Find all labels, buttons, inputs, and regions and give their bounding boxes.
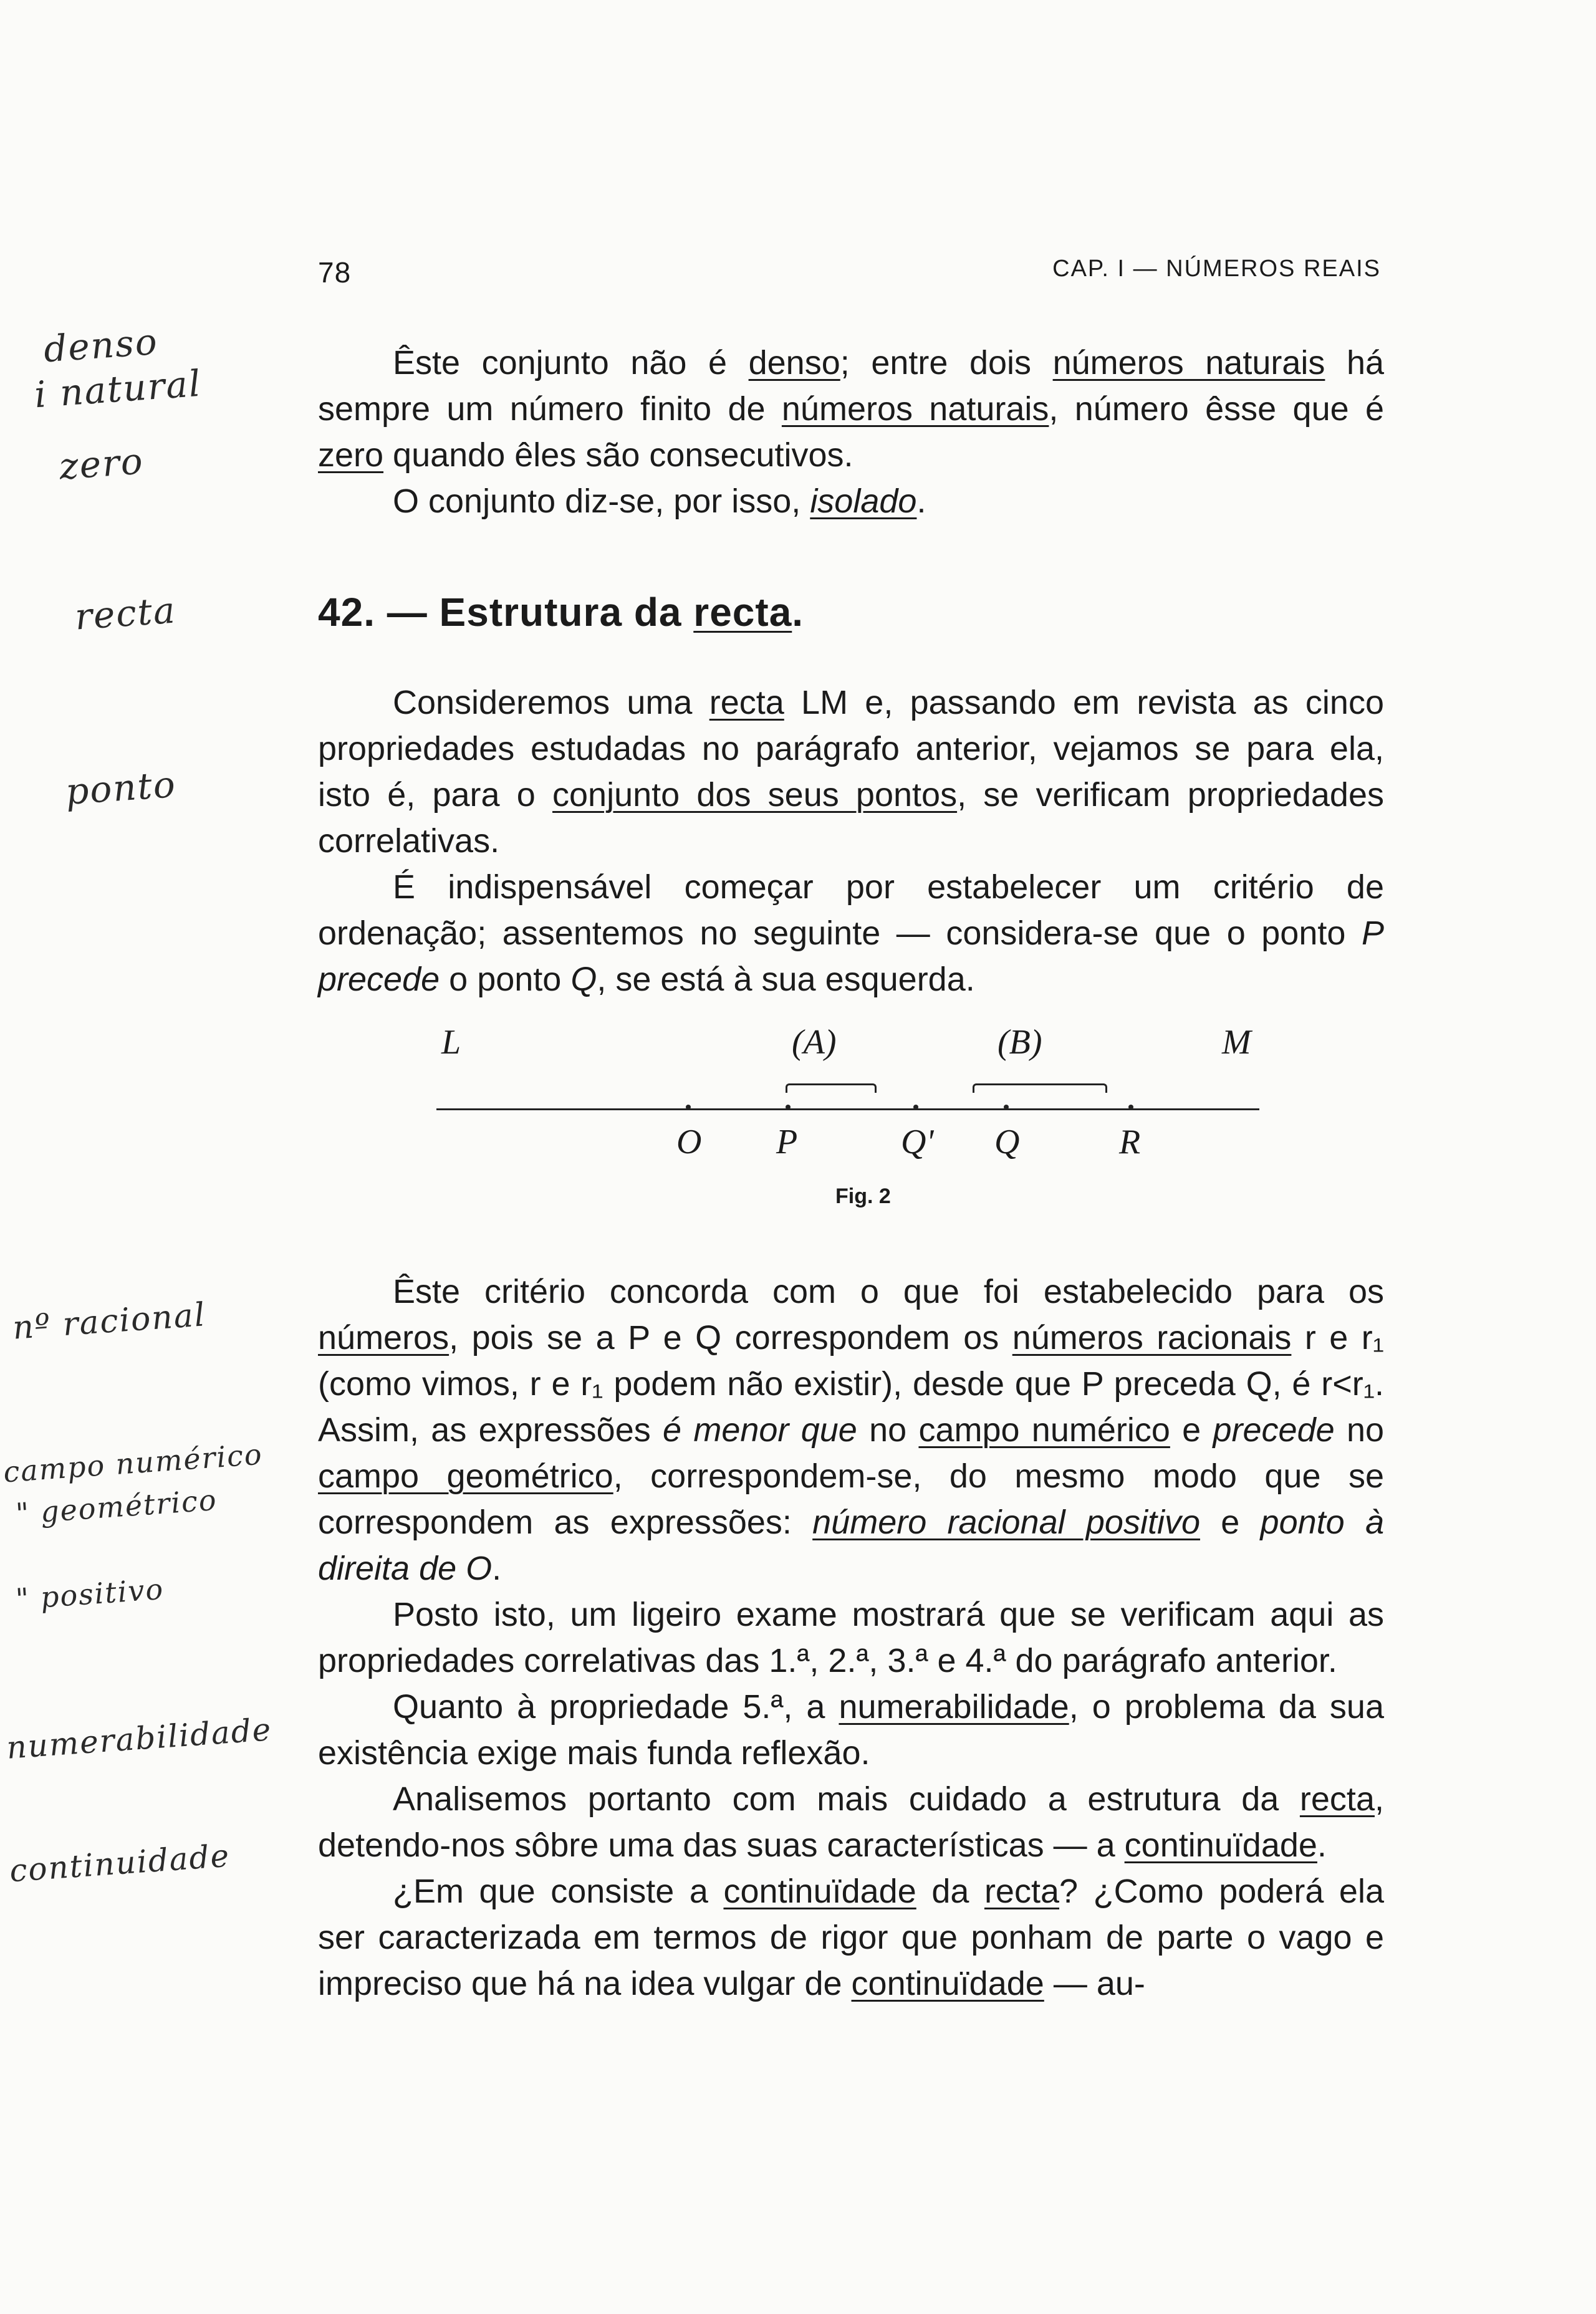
body-top — [318, 340, 1384, 524]
figure-label: R — [1119, 1123, 1141, 1161]
paragraph: Quanto à propriedade 5.ª, a numerabilidade, o problema da sua existência exige mais funda reflexão. — [318, 1688, 1384, 1772]
paragraph: O conjunto diz-se, por isso, isolado. — [393, 482, 926, 520]
figure-label: (A) — [792, 1023, 837, 1062]
paragraph: Êste conjunto não é denso; entre dois números naturais há sempre um número finito de números naturais, número êsse que é zero quando êles são consecutivos. — [318, 344, 1385, 474]
margin-note: i natural — [32, 362, 203, 416]
margin-note: campo numérico — [2, 1437, 264, 1489]
figure-2 — [436, 1022, 1266, 1228]
figure-point — [913, 1105, 918, 1110]
body-bottom — [318, 1269, 1384, 2007]
figure-label: (B) — [998, 1023, 1042, 1062]
figure-label: L — [441, 1023, 461, 1062]
figure-line — [436, 1108, 1259, 1110]
margin-note: recta — [73, 588, 178, 638]
paragraph: ¿Em que consiste a continuïdade da recta? ¿Como poderá ela ser caracterizada em termos de rigor que ponham de parte o vago e impreciso que há na idea vulgar de continuïdade — au- — [318, 1873, 1384, 2002]
paragraph: É indispensável começar por estabelecer um critério de ordenação; assentemos no seguinte — considera-se que o ponto P precede o ponto Q, se está à sua esquerda. — [318, 868, 1384, 998]
figure-caption: Fig. 2 — [835, 1184, 891, 1208]
paragraph: Êste critério concorda com o que foi estabelecido para os números, pois se a P e Q correspondem os números racionais r e r₁ (como vimos, r e r₁ podem não existir), desde que P preceda Q, é r<r₁. Assim, as expressões é menor que no campo numérico e precede no campo geométrico, correspondem-se, do mesmo modo que se correspondem as expressões: número racional positivo e ponto à direita de O. — [318, 1273, 1385, 1587]
paragraph: Consideremos uma recta LM e, passando em revista as cinco propriedades estudadas no parágrafo anterior, vejamos se para ela, isto é, para o conjunto dos seus pontos, se verificam propriedades correlativas. — [318, 684, 1384, 860]
figure-label: M — [1222, 1023, 1251, 1062]
margin-note: denso — [42, 320, 160, 371]
margin-note: continuidade — [8, 1837, 231, 1889]
margin-note: ponto — [64, 762, 178, 814]
figure-point — [686, 1105, 691, 1110]
figure-point — [1128, 1105, 1133, 1110]
body-middle — [318, 679, 1384, 1002]
figure-point — [1004, 1105, 1009, 1110]
figure-label: Q' — [901, 1123, 934, 1161]
figure-label: O — [676, 1123, 702, 1161]
figure-label: Q — [994, 1123, 1020, 1161]
section-heading: 42. — Estrutura da recta. — [318, 590, 804, 635]
figure-bracket — [973, 1083, 1107, 1093]
paragraph: Posto isto, um ligeiro exame mostrará que se verificam aqui as propriedades correlativas das 1.ª, 2.ª, 3.ª e 4.ª do parágrafo anterior. — [318, 1596, 1384, 1679]
margin-note: zero — [57, 439, 145, 488]
page-number: 78 — [318, 256, 352, 289]
margin-note: nº racional — [11, 1296, 208, 1347]
paragraph: Analisemos portanto com mais cuidado a estrutura da recta, detendo-nos sôbre uma das suas características — a continuïdade. — [318, 1780, 1384, 1864]
margin-note: " geométrico — [14, 1482, 219, 1531]
running-title: CAP. I — NÚMEROS REAIS — [1052, 256, 1381, 282]
figure-point — [786, 1105, 791, 1110]
margin-note: " positivo — [14, 1572, 165, 1616]
margin-note: numerabilidade — [5, 1711, 274, 1766]
figure-label: P — [776, 1123, 798, 1161]
figure-bracket — [786, 1083, 877, 1093]
